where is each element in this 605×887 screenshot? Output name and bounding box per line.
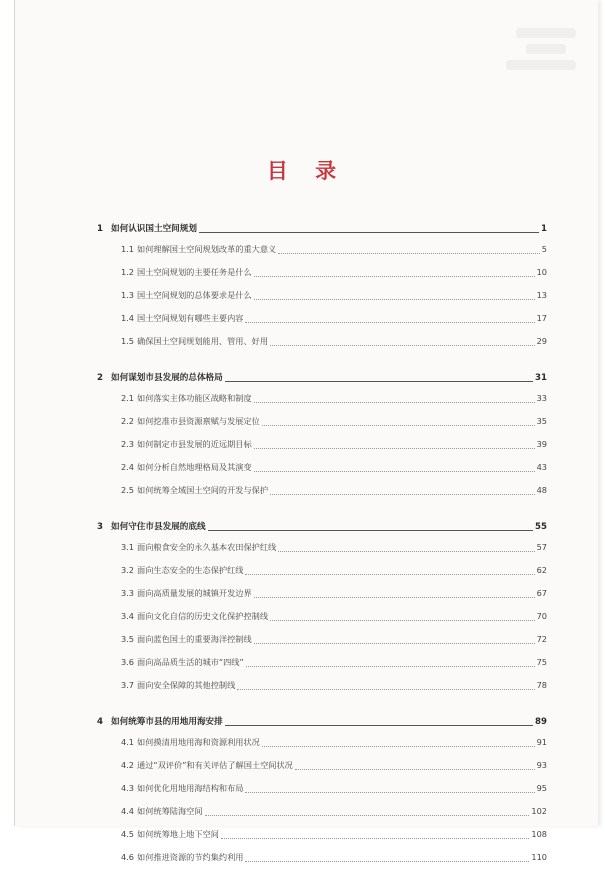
toc-chapter — [97, 222, 547, 350]
section-title: 如何摸清用地用海和资源利用状况 — [137, 737, 260, 748]
section-label — [121, 540, 276, 555]
toc-section-entry[interactable] — [97, 827, 547, 842]
section-number: 3.6 — [121, 657, 135, 668]
chapter-number: 1 — [97, 224, 103, 234]
toc-section-entry[interactable] — [97, 288, 547, 303]
leader-dots — [237, 689, 534, 690]
section-label — [121, 804, 203, 819]
section-title: 面向安全保障的其他控制线 — [137, 680, 236, 691]
leader-dots — [262, 746, 535, 747]
leader-dots — [246, 666, 535, 667]
section-number: 3.2 — [121, 565, 135, 576]
leader-dots — [221, 838, 529, 839]
section-label — [121, 850, 243, 865]
section-title: 确保国土空间规划能用、管用、好用 — [137, 336, 269, 347]
section-title: 面向高质量发展的城镇开发边界 — [137, 588, 252, 599]
chapter-page-number: 31 — [535, 373, 547, 384]
section-label — [121, 242, 276, 257]
section-title: 面向高品质生活的城市“四线” — [137, 657, 244, 668]
section-page-number: 110 — [531, 852, 547, 863]
toc-section-entry[interactable] — [97, 540, 547, 555]
section-page-number: 10 — [536, 267, 547, 278]
section-label — [121, 288, 252, 303]
toc-chapter — [97, 371, 547, 499]
section-label — [121, 655, 244, 670]
section-label — [121, 758, 293, 773]
chapter-title: 如何统筹市县的用地用海安排 — [111, 717, 223, 728]
toc-section-entry[interactable] — [97, 334, 547, 349]
section-number: 2.4 — [121, 462, 135, 473]
section-label — [121, 563, 243, 578]
leader-dots — [270, 494, 535, 495]
section-title: 如何优化用地用海结构和布局 — [137, 783, 244, 794]
section-page-number: 75 — [536, 657, 547, 668]
leader-line — [225, 381, 533, 382]
leader-dots — [254, 448, 535, 449]
bleed-through-marks — [496, 22, 586, 122]
toc-chapter-entry[interactable] — [97, 520, 547, 535]
toc-section-entry[interactable] — [97, 483, 547, 498]
section-number: 2.3 — [121, 439, 135, 450]
leader-dots — [270, 620, 535, 621]
section-number: 4.3 — [121, 783, 135, 794]
section-title: 如何统筹全域国土空间的开发与保护 — [137, 485, 269, 496]
chapter-number: 3 — [97, 522, 103, 533]
toc-section-entry[interactable] — [97, 850, 547, 865]
section-title: 如何制定市县发展的近远期目标 — [137, 439, 252, 450]
chapter-page-number: 55 — [535, 522, 547, 533]
leader-dots — [254, 402, 535, 403]
section-label — [121, 460, 252, 475]
leader-dots — [245, 322, 534, 323]
section-number: 3.5 — [121, 634, 135, 645]
section-label — [121, 609, 268, 624]
toc-chapter-entry[interactable] — [97, 222, 547, 237]
section-title: 面向粮食安全的永久基本农田保护红线 — [137, 542, 277, 553]
section-title: 通过“双评价”和有关评估了解国土空间状况 — [137, 760, 293, 771]
section-page-number: 78 — [536, 680, 547, 691]
section-number: 1.5 — [121, 336, 135, 347]
section-number: 2.5 — [121, 485, 135, 496]
section-page-number: 102 — [531, 806, 547, 817]
section-page-number: 70 — [536, 611, 547, 622]
section-page-number: 13 — [536, 290, 547, 301]
page-title: 目 录 — [266, 158, 347, 183]
toc-section-entry[interactable] — [97, 655, 547, 670]
leader-line — [208, 530, 533, 531]
chapter-page-number: 1 — [541, 224, 547, 234]
section-page-number: 5 — [541, 244, 547, 255]
chapter-label — [97, 371, 223, 386]
section-title: 面向蓝色国土的重要海洋控制线 — [137, 634, 252, 645]
section-page-number: 29 — [536, 336, 547, 347]
leader-dots — [205, 815, 530, 816]
section-page-number: 39 — [536, 439, 547, 450]
section-title: 如何推进资源的节约集约利用 — [137, 852, 244, 863]
section-number: 2.1 — [121, 393, 135, 404]
toc-section-entry[interactable] — [97, 758, 547, 773]
section-label — [121, 827, 219, 842]
leader-line — [199, 232, 539, 233]
leader-dots — [254, 597, 535, 598]
section-page-number: 43 — [536, 462, 547, 473]
section-label — [121, 391, 252, 406]
section-title: 如何统筹陆海空间 — [137, 806, 203, 817]
section-number: 1.1 — [121, 244, 135, 255]
section-label — [121, 437, 252, 452]
chapter-number: 4 — [97, 717, 103, 728]
section-title: 国土空间规划的主要任务是什么 — [137, 267, 252, 278]
leader-dots — [254, 471, 535, 472]
chapter-label — [97, 520, 206, 535]
section-title: 国土空间规划的总体要求是什么 — [137, 290, 252, 301]
section-label — [121, 781, 243, 796]
section-page-number: 72 — [536, 634, 547, 645]
section-page-number: 35 — [536, 416, 547, 427]
toc-section-entry[interactable] — [97, 804, 547, 819]
toc-section-entry[interactable] — [97, 632, 547, 647]
table-of-contents — [97, 222, 547, 887]
chapter-title: 如何守住市县发展的底线 — [111, 522, 206, 533]
toc-section-entry[interactable] — [97, 265, 547, 280]
toc-chapter-entry[interactable] — [97, 715, 547, 730]
section-label — [121, 678, 235, 693]
leader-dots — [278, 551, 534, 552]
leader-dots — [254, 643, 535, 644]
toc-section-entry[interactable] — [97, 311, 547, 326]
section-label — [121, 334, 268, 349]
section-number: 3.7 — [121, 680, 135, 691]
section-number: 3.1 — [121, 542, 135, 553]
section-page-number: 17 — [536, 313, 547, 324]
section-number: 4.6 — [121, 852, 135, 863]
section-page-number: 93 — [536, 760, 547, 771]
toc-section-entry[interactable] — [97, 414, 547, 429]
section-label — [121, 265, 252, 280]
chapter-page-number: 89 — [535, 717, 547, 728]
leader-dots — [254, 276, 535, 277]
section-label — [121, 735, 260, 750]
leader-dots — [245, 792, 534, 793]
section-title: 面向生态安全的生态保护红线 — [137, 565, 244, 576]
chapter-label — [97, 222, 197, 237]
section-page-number: 95 — [536, 783, 547, 794]
section-page-number: 33 — [536, 393, 547, 404]
section-title: 如何分析自然地理格局及其演变 — [137, 462, 252, 473]
toc-section-entry[interactable] — [97, 460, 547, 475]
leader-line — [225, 725, 533, 726]
section-page-number: 91 — [536, 737, 547, 748]
toc-section-entry[interactable] — [97, 678, 547, 693]
toc-section-entry[interactable] — [97, 735, 547, 750]
section-page-number: 48 — [536, 485, 547, 496]
section-number: 3.3 — [121, 588, 135, 599]
section-number: 4.1 — [121, 737, 135, 748]
leader-dots — [245, 574, 534, 575]
section-label — [121, 483, 268, 498]
section-title: 如何落实主体功能区战略和制度 — [137, 393, 252, 404]
chapter-label — [97, 715, 223, 730]
toc-section-entry[interactable] — [97, 586, 547, 601]
toc-chapter-entry[interactable] — [97, 371, 547, 386]
section-page-number: 108 — [531, 829, 547, 840]
leader-dots — [270, 345, 535, 346]
document-page — [14, 0, 598, 863]
section-label — [121, 586, 252, 601]
leader-dots — [262, 425, 535, 426]
section-number: 4.2 — [121, 760, 135, 771]
leader-dots — [278, 253, 540, 254]
section-number: 1.3 — [121, 290, 135, 301]
section-number: 1.4 — [121, 313, 135, 324]
section-title: 面向文化自信的历史文化保护控制线 — [137, 611, 269, 622]
toc-section-entry[interactable] — [97, 609, 547, 624]
toc-section-entry[interactable] — [97, 563, 547, 578]
toc-chapter — [97, 715, 547, 866]
section-number: 1.2 — [121, 267, 135, 278]
section-number: 4.4 — [121, 806, 135, 817]
leader-dots — [245, 861, 529, 862]
toc-section-entry[interactable] — [97, 437, 547, 452]
section-label — [121, 311, 243, 326]
section-title: 如何统筹地上地下空间 — [137, 829, 219, 840]
leader-dots — [254, 299, 535, 300]
section-page-number: 57 — [536, 542, 547, 553]
section-number: 2.2 — [121, 416, 135, 427]
section-title: 如何挖准市县资源禀赋与发展定位 — [137, 416, 260, 427]
leader-dots — [295, 769, 535, 770]
toc-section-entry[interactable] — [97, 781, 547, 796]
section-title: 国土空间规划有哪些主要内容 — [137, 313, 244, 324]
toc-section-entry[interactable] — [97, 391, 547, 406]
chapter-title: 如何认识国土空间规划 — [111, 224, 197, 234]
section-page-number: 62 — [536, 565, 547, 576]
chapter-number: 2 — [97, 373, 103, 384]
section-number: 4.5 — [121, 829, 135, 840]
toc-section-entry[interactable] — [97, 242, 547, 257]
toc-chapter — [97, 520, 547, 694]
section-number: 3.4 — [121, 611, 135, 622]
section-title: 如何理解国土空间规划改革的重大意义 — [137, 244, 277, 255]
section-label — [121, 414, 260, 429]
section-label — [121, 632, 252, 647]
chapter-title: 如何谋划市县发展的总体格局 — [111, 373, 223, 384]
section-page-number: 67 — [536, 588, 547, 599]
